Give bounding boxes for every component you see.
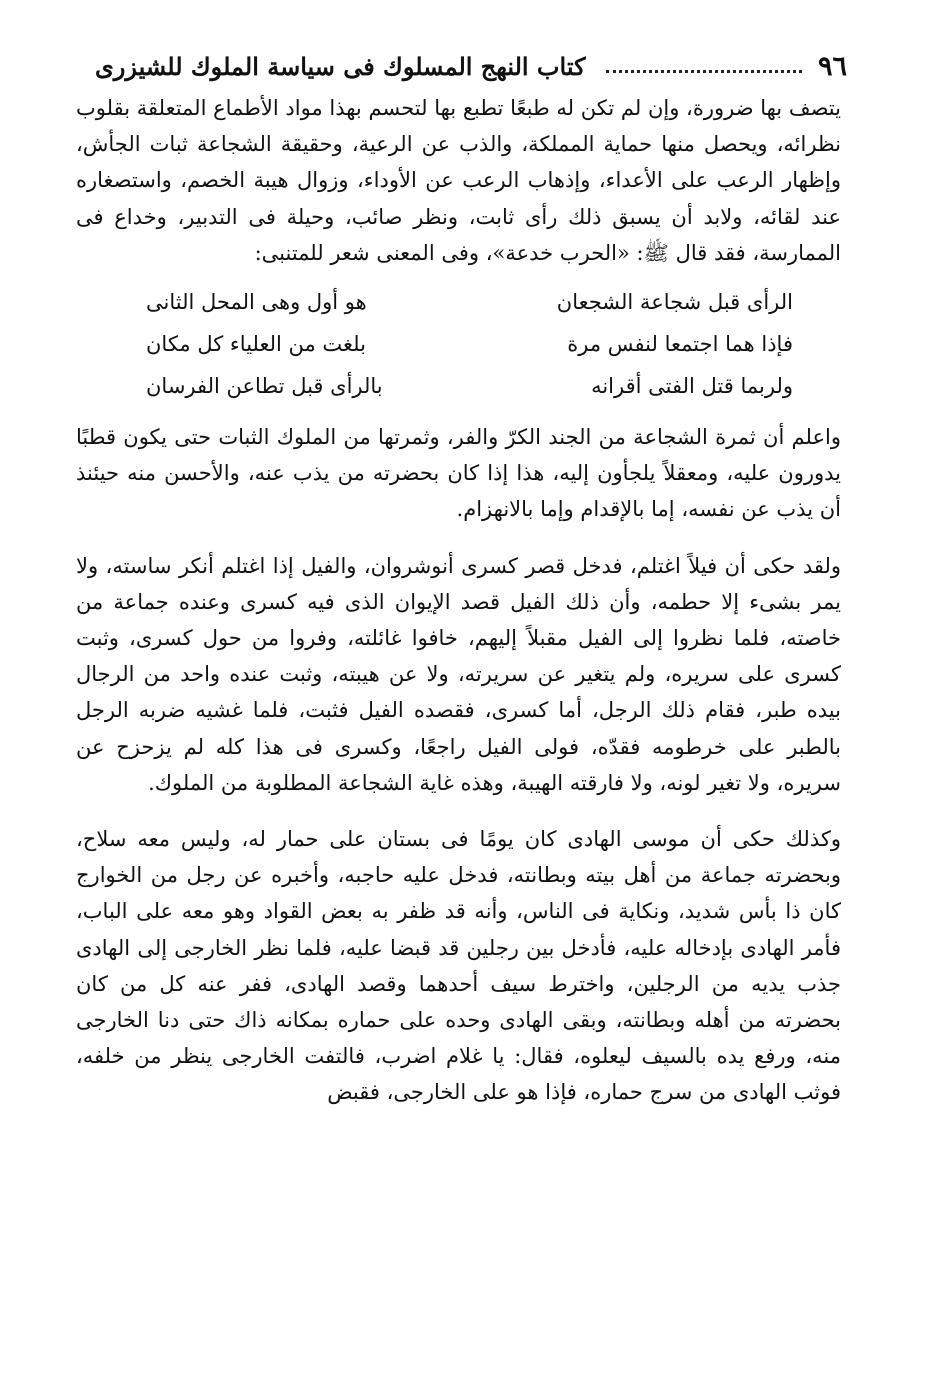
verse-second-hemistich: هو أول وهى المحل الثانى	[146, 290, 367, 315]
dotted-leader	[606, 70, 802, 73]
poem-verse-2	[146, 323, 793, 365]
verse-first-hemistich: ولربما قتل الفتى أقرانه	[591, 374, 793, 399]
book-title: كتاب النهج المسلوك فى سياسة الملوك للشيزرى	[95, 51, 586, 81]
verse-second-hemistich: بلغت من العلياء كل مكان	[146, 332, 366, 357]
page-number: ٩٦	[817, 50, 847, 82]
verse-first-hemistich: الرأى قبل شجاعة الشجعان	[556, 290, 793, 315]
verse-first-hemistich: فإذا هما اجتمعا لنفس مرة	[567, 332, 793, 357]
paragraph-4: وكذلك حكى أن موسى الهادى كان يومًا فى بستان على حمار له، وليس معه سلاح، وبحضرته جماعة من أهل بيته وبطانته، فدخل عليه حاجبه، وأخبره عن رجل من الخوارج كان ذا بأس شديد، ونكاية فى الناس، وأنه قد ظفر به بعض القواد وهو معه على الباب، فأمر الهادى بإدخاله عليه، فأدخل بين رجلين قد قبضا عليه، فلما نظر الخارجى إلى الهادى جذب يديه من الرجلين، واخترط سيف أحدهما وقصد الهادى، ففر عنه كل من كان بحضرته من أهله وبطانته، وبقى الهادى وحده على حماره بمكانه ذاك حتى دنا الخارجى منه، ورفع يده بالسيف ليعلوه، فقال: يا غلام اضرب، فالتفت الخارجى ينظر من خلفه، فوثب الهادى من سرج حماره، فإذا هو على الخارجى، فقبض	[76, 827, 841, 1105]
verse-second-hemistich: بالرأى قبل تطاعن الفرسان	[146, 374, 383, 399]
page-header	[95, 44, 847, 88]
paragraph-3: ولقد حكى أن فيلاً اغتلم، فدخل قصر كسرى أنوشروان، والفيل إذا اغتلم أنكر ساسته، ولا يمر بشىء إلا حطمه، وأن ذلك الفيل قصد الإيوان الذى فيه كسرى وعنده جماعة من خاصته، فلما نظروا إلى الفيل مقبلاً إليهم، خافوا غائلته، وفروا من حول كسرى، وثبت كسرى على سريره، ولم يتغير عن سريرته، ولا عن هيبته، وثبت عنده واحد من الرجال بيده طبر، فقام ذلك الرجل، أما كسرى، فقصده الفيل فثبت، فلما غشيه ضربه الرجل بالطبر على خرطومه فقدّه، فولى الفيل راجعًا، وكسرى فى هذا كله لم يزحزح عن سريره، ولا تغير لونه، ولا فارقته الهيبة، وهذه غاية الشجاعة المطلوبة من الملوك.	[76, 553, 841, 795]
page-body	[76, 90, 841, 1111]
paragraph-2: واعلم أن ثمرة الشجاعة من الجند الكرّ والفر، وثمرتها من الملوك الثبات حتى يكون قطبًا يدورون عليه، ومعقلاً يلجأون إليه، هذا إذا كان بحضرته من يذب عنه، والأحسن منه حيئنذ أن يذب عن نفسه، إما بالإقدام وإما بالانهزام.	[76, 425, 841, 522]
poem	[76, 281, 841, 407]
poem-verse-3	[146, 365, 793, 407]
poem-verse-1	[146, 281, 793, 323]
paragraph-1: يتصف بها ضرورة، وإن لم تكن له طبعًا تطبع بها لتحسم بهذا مواد الأطماع المتعلقة بقلوب نظرائه، ويحصل منها حماية المملكة، والذب عن الرعية، وحقيقة الشجاعة ثبات الجأش، وإظهار الرعب على الأعداء، وإذهاب الرعب عن الأوداء، وزوال هيبة الخصم، واستصغاره عند لقائه، ولابد أن يسبق ذلك رأى ثابت، ونظر صائب، وحيلة فى التدبير، وخداع فى الممارسة، فقد قال ﷺ: «الحرب خدعة»، وفى المعنى شعر للمتنبى:	[76, 96, 841, 265]
